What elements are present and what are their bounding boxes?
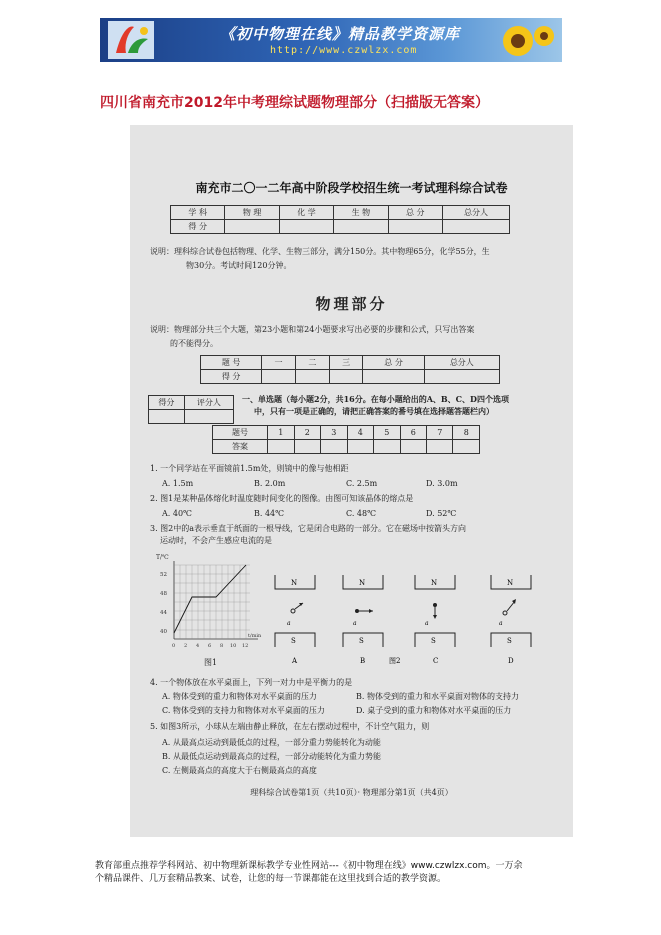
- x-tick: 8: [220, 643, 224, 649]
- score-cell: [184, 410, 233, 424]
- table-header: 题 号: [201, 356, 262, 370]
- figure-1-caption: 图1: [204, 658, 218, 667]
- heading-line: 一、单选题（每小题2分，共16分。在每小题给出的A、B、C、D四个选项: [242, 394, 509, 404]
- wire-label: a: [425, 620, 429, 627]
- question-number: 1: [268, 426, 294, 440]
- question-number: 3: [321, 426, 347, 440]
- note-line: 说明：物理部分共三个大题，第23小题和第24小题要求写出必要的步骤和公式，只写出答案: [150, 325, 475, 334]
- option: A. 从最高点运动到最低点的过程，一部分重力势能转化为动能: [162, 738, 381, 747]
- panel-c: [415, 575, 455, 647]
- score-cell: [279, 220, 333, 234]
- subject-score-table: [170, 205, 510, 234]
- score-cell: [424, 370, 499, 384]
- pole-label: S: [431, 637, 436, 645]
- answer-table: [212, 425, 480, 454]
- pole-label: S: [507, 637, 512, 645]
- pole-label: N: [291, 579, 298, 587]
- option: B. 从最低点运动到最高点的过程，一部分动能转化为重力势能: [162, 752, 381, 761]
- x-tick: 4: [196, 643, 200, 649]
- row-label: 得 分: [201, 370, 262, 384]
- table-header: 总 分: [363, 356, 424, 370]
- option: C. 左侧最高点的高度大于右侧最高点的高度: [162, 766, 317, 775]
- site-banner: [100, 18, 562, 62]
- answer-cell: [400, 440, 426, 454]
- wire-label: a: [499, 620, 503, 627]
- table-header: 评分人: [184, 396, 233, 410]
- table-header: 三: [329, 356, 363, 370]
- figure-2-caption: 图2: [389, 657, 401, 665]
- grader-table: [148, 395, 234, 424]
- pole-label: N: [359, 579, 366, 587]
- option: C. 48℃: [346, 509, 377, 518]
- exam-page-footer: 理科综合试卷第1页（共10页）· 物理部分第1页（共4页）: [250, 788, 453, 797]
- heading-line: 中，只有一项是正确的，请把正确答案的番号填在选择题答题栏内）: [254, 406, 494, 416]
- panel-d: [491, 575, 531, 647]
- y-axis-label: T/℃: [156, 554, 169, 561]
- score-cell: [334, 220, 388, 234]
- table-header: 得分: [149, 396, 185, 410]
- question-4: 4. 一个物体放在水平桌面上，下列一对力中是平衡力的是: [150, 678, 353, 687]
- pole-label: N: [507, 579, 514, 587]
- question-number: 2: [294, 426, 320, 440]
- answer-cell: [374, 440, 400, 454]
- panel-label: A: [292, 657, 298, 665]
- answer-cell: [427, 440, 453, 454]
- y-tick: 40: [160, 629, 167, 635]
- note-line: 的不能得分。: [170, 339, 218, 348]
- x-tick: 10: [230, 643, 237, 649]
- question-1: 1. 一个同学站在平面镜前1.5m处，则镜中的像与他相距: [150, 464, 349, 473]
- note-line: 说明：理科综合试卷包括物理、化学、生物三部分，满分150分。其中物理65分，化学55分，生: [150, 247, 490, 256]
- question-3: [150, 523, 466, 547]
- option: A. 40℃: [162, 509, 192, 518]
- row-label: 题号: [213, 426, 268, 440]
- footer-line: 教育部重点推荐学科网站、初中物理新课标教学专业性网站---《初中物理在线》www.czwlzx.com。一万余: [95, 861, 523, 871]
- stem-line: 3. 图2中的a表示垂直于纸面的一根导线，它是闭合电路的一部分。它在磁场中按箭头方向: [150, 524, 467, 533]
- option: A. 1.5m: [162, 479, 194, 488]
- answer-cell: [268, 440, 294, 454]
- x-tick: 12: [242, 643, 249, 649]
- x-tick: 2: [184, 643, 188, 649]
- stem-line: 运动时，不会产生感应电流的是: [160, 536, 272, 545]
- option: C. 物体受到的支持力和物体对水平桌面的压力: [162, 706, 325, 715]
- table-header: 一: [262, 356, 296, 370]
- option: A. 物体受到的重力和物体对水平桌面的压力: [162, 692, 317, 701]
- figure-2-magnets: [265, 567, 565, 667]
- option: B. 44℃: [254, 509, 285, 518]
- y-tick: 48: [160, 591, 167, 597]
- answer-cell: [453, 440, 480, 454]
- option: D. 52℃: [426, 509, 457, 518]
- question-5: 5. 如图3所示，小球从左端由静止释放，在左右摆动过程中，不计空气阻力，则: [150, 722, 430, 731]
- x-tick: 6: [208, 643, 212, 649]
- banner-url[interactable]: http://www.czwlzx.com: [270, 45, 418, 56]
- part1-heading: [242, 393, 509, 417]
- table-header: 二: [295, 356, 329, 370]
- table-header: 学 科: [171, 206, 225, 220]
- document-title: 四川省南充市2012年中考理综试题物理部分（扫描版无答案）: [100, 95, 489, 111]
- table-header: 总 分: [388, 206, 442, 220]
- option: D. 3.0m: [426, 479, 458, 488]
- question-number: 8: [453, 426, 480, 440]
- panel-b: [343, 575, 383, 647]
- exam-title: 南充市二〇一二年高中阶段学校招生统一考试理科综合试卷: [195, 181, 508, 195]
- scanned-exam-page: [130, 125, 573, 837]
- score-cell: [262, 370, 296, 384]
- option: D. 桌子受到的重力和物体对水平桌面的压力: [356, 706, 512, 715]
- x-tick: 0: [172, 643, 176, 649]
- panel-label: D: [508, 657, 514, 665]
- banner-title: 《初中物理在线》精品教学资源库: [220, 25, 461, 43]
- row-label: 得 分: [171, 220, 225, 234]
- score-cell: [363, 370, 424, 384]
- sunflower-icon: [496, 22, 556, 60]
- score-cell: [225, 220, 279, 234]
- wire-label: a: [353, 620, 357, 627]
- panel-label: C: [433, 657, 439, 665]
- physics-score-table: [200, 355, 500, 384]
- score-cell: [295, 370, 329, 384]
- table-header: 物 理: [225, 206, 279, 220]
- answer-cell: [347, 440, 373, 454]
- question-number: 6: [400, 426, 426, 440]
- table-header: 生 物: [334, 206, 388, 220]
- exam-note: [150, 245, 560, 273]
- footer-line: 个精品课件、几万套精品教案、试卷，让您的每一节课都能在这里找到合适的教学资源。: [95, 874, 447, 884]
- score-cell: [388, 220, 442, 234]
- question-number: 5: [374, 426, 400, 440]
- wire-label: a: [287, 620, 291, 627]
- site-footer: [95, 860, 575, 886]
- pole-label: N: [431, 579, 438, 587]
- note-line: 物30分。考试时间120分钟。: [186, 261, 292, 270]
- row-label: 答案: [213, 440, 268, 454]
- x-axis-label: t/min: [248, 633, 262, 639]
- option: C. 2.5m: [346, 479, 378, 488]
- score-cell: [442, 220, 509, 234]
- site-logo-icon: [108, 21, 154, 59]
- figure-1-graph: [154, 551, 264, 651]
- answer-cell: [321, 440, 347, 454]
- section-title: 物理部分: [315, 295, 388, 313]
- option: B. 2.0m: [254, 479, 286, 488]
- answer-cell: [294, 440, 320, 454]
- panel-a: [275, 575, 315, 647]
- score-cell: [149, 410, 185, 424]
- pole-label: S: [291, 637, 296, 645]
- grid-lines: [174, 565, 250, 639]
- question-2: 2. 图1是某种晶体熔化时温度随时间变化的图像。由图可知该晶体的熔点是: [150, 494, 414, 503]
- score-cell: [329, 370, 363, 384]
- table-header: 总分人: [442, 206, 509, 220]
- table-header: 总分人: [424, 356, 499, 370]
- option: B. 物体受到的重力和水平桌面对物体的支持力: [356, 692, 519, 701]
- panel-label: B: [360, 657, 366, 665]
- question-number: 4: [347, 426, 373, 440]
- pole-label: S: [359, 637, 364, 645]
- question-number: 7: [427, 426, 453, 440]
- y-tick: 44: [160, 610, 167, 616]
- physics-note: [150, 323, 560, 351]
- y-tick: 52: [160, 572, 167, 578]
- table-header: 化 学: [279, 206, 333, 220]
